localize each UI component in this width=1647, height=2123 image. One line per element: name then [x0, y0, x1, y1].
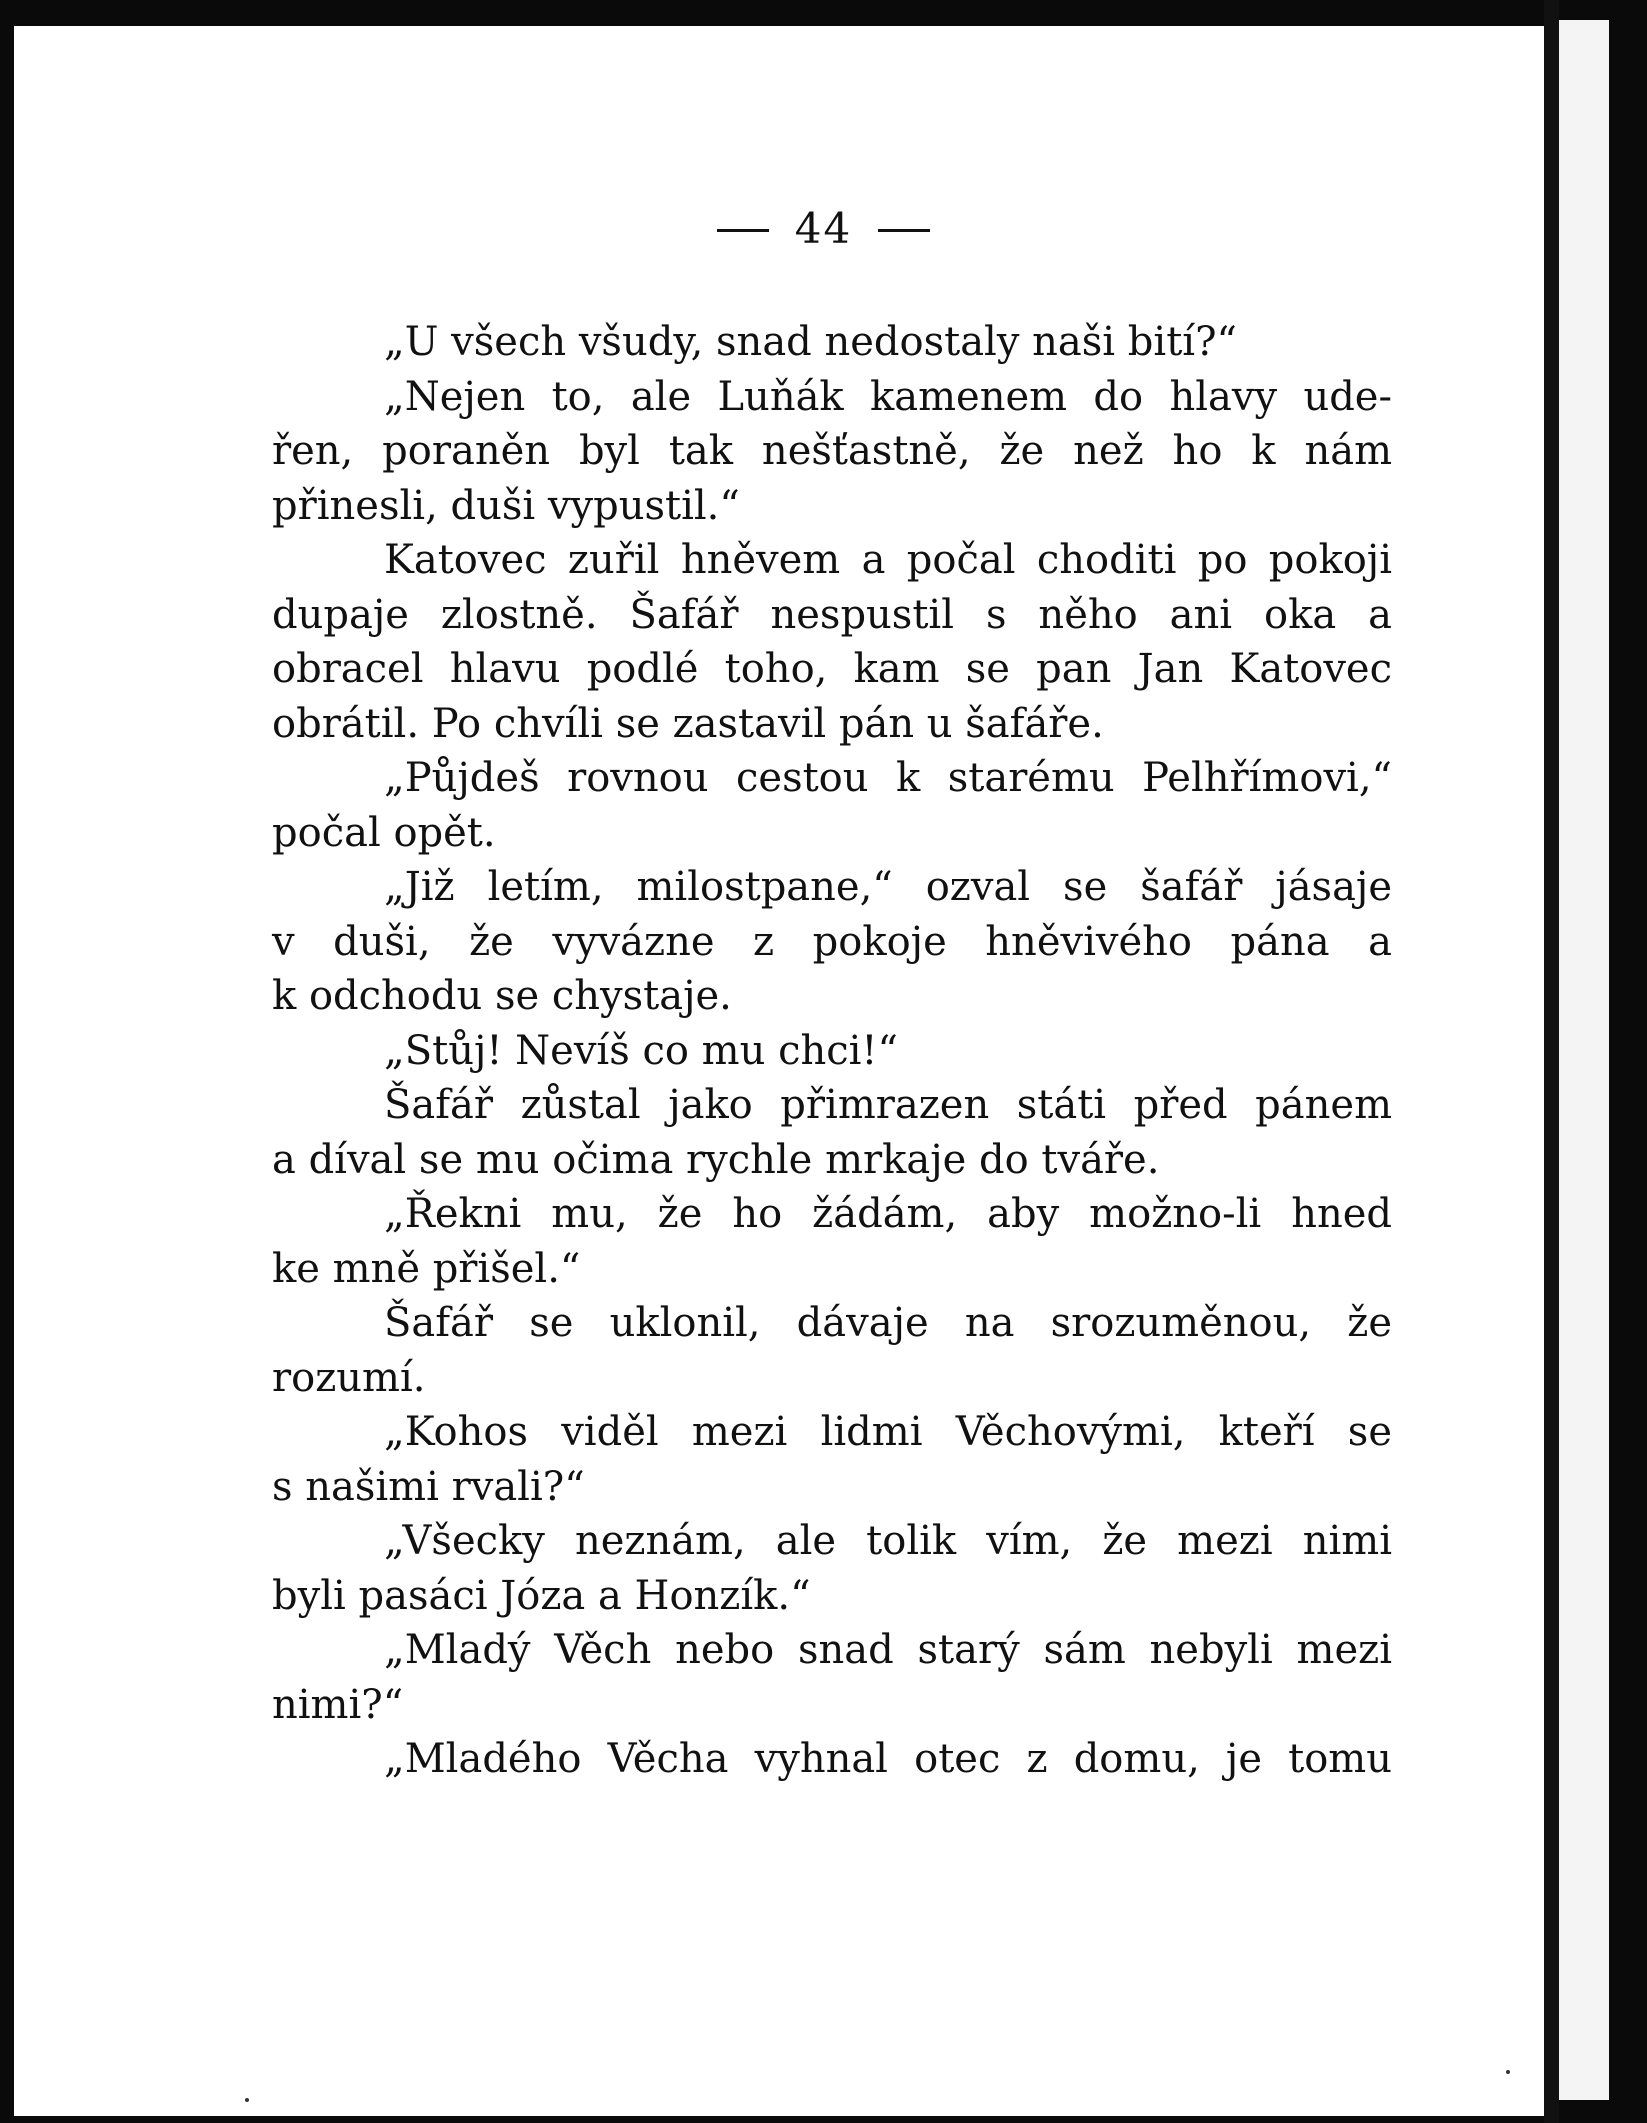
text-line: „Půjdeš rovnou cestou k starému Pelhřímovi,“	[384, 755, 1392, 801]
scan-speck	[245, 2098, 249, 2102]
page-number-value: 44	[794, 204, 853, 253]
page-number	[0, 204, 1647, 253]
text-line: Šafář se uklonil, dávaje na srozuměnou, že	[384, 1300, 1392, 1346]
text-line: přinesli, duši vypustil.“	[272, 482, 740, 529]
text-line: obracel hlavu podlé toho, kam se pan Jan Katovec	[272, 646, 1392, 692]
facing-page-edge	[1559, 20, 1609, 2100]
text-line: dupaje zlostně. Šafář nespustil s něho ani oka a	[272, 591, 1392, 638]
text-line: řen, poraněn byl tak nešťastně, že než ho k nám	[272, 428, 1392, 474]
text-line: „Všecky neznám, ale tolik vím, že mezi nimi	[384, 1518, 1392, 1564]
page-number-dash-right	[878, 229, 930, 232]
page-number-dash-left	[717, 229, 769, 232]
binding-gutter	[1544, 0, 1559, 2123]
text-line: a díval se mu očima rychle mrkaje do tváře.	[272, 1136, 1160, 1183]
text-line: Šafář zůstal jako přimrazen státi před pánem	[384, 1082, 1392, 1128]
text-line: byli pasáci Józa a Honzík.“	[272, 1572, 811, 1619]
text-line: „Již letím, milostpane,“ ozval se šafář jásaje	[384, 864, 1392, 910]
text-line: Katovec zuřil hněvem a počal choditi po pokoji	[384, 537, 1392, 583]
text-line: „Stůj! Nevíš co mu chci!“	[384, 1027, 898, 1074]
text-line: ke mně přišel.“	[272, 1245, 581, 1292]
text-line: „Kohos viděl mezi lidmi Věchovými, kteří se	[384, 1409, 1392, 1455]
text-line: „Mladého Věcha vyhnal otec z domu, je tomu	[384, 1736, 1392, 1782]
text-line: obrátil. Po chvíli se zastavil pán u šafáře.	[272, 700, 1104, 747]
text-line: „Nejen to, ale Luňák kamenem do hlavy ude-	[384, 373, 1392, 420]
text-line: s našimi rvali?“	[272, 1463, 585, 1510]
text-line: rozumí.	[272, 1354, 426, 1401]
text-line: „U všech všudy, snad nedostaly naši bití?“	[384, 319, 1237, 365]
text-line: „Mladý Věch nebo snad starý sám nebyli mezi	[384, 1627, 1392, 1673]
body-text	[272, 315, 1392, 1787]
text-line: „Řekni mu, že ho žádám, aby možno-li hned	[384, 1191, 1392, 1237]
scan-speck	[1506, 2070, 1510, 2074]
text-line: nimi?“	[272, 1681, 404, 1728]
scan-border	[1609, 0, 1647, 2123]
text-line: k odchodu se chystaje.	[272, 973, 732, 1019]
text-line: v duši, že vyvázne z pokoje hněvivého pána a	[272, 918, 1392, 965]
text-line: počal opět.	[272, 809, 496, 856]
